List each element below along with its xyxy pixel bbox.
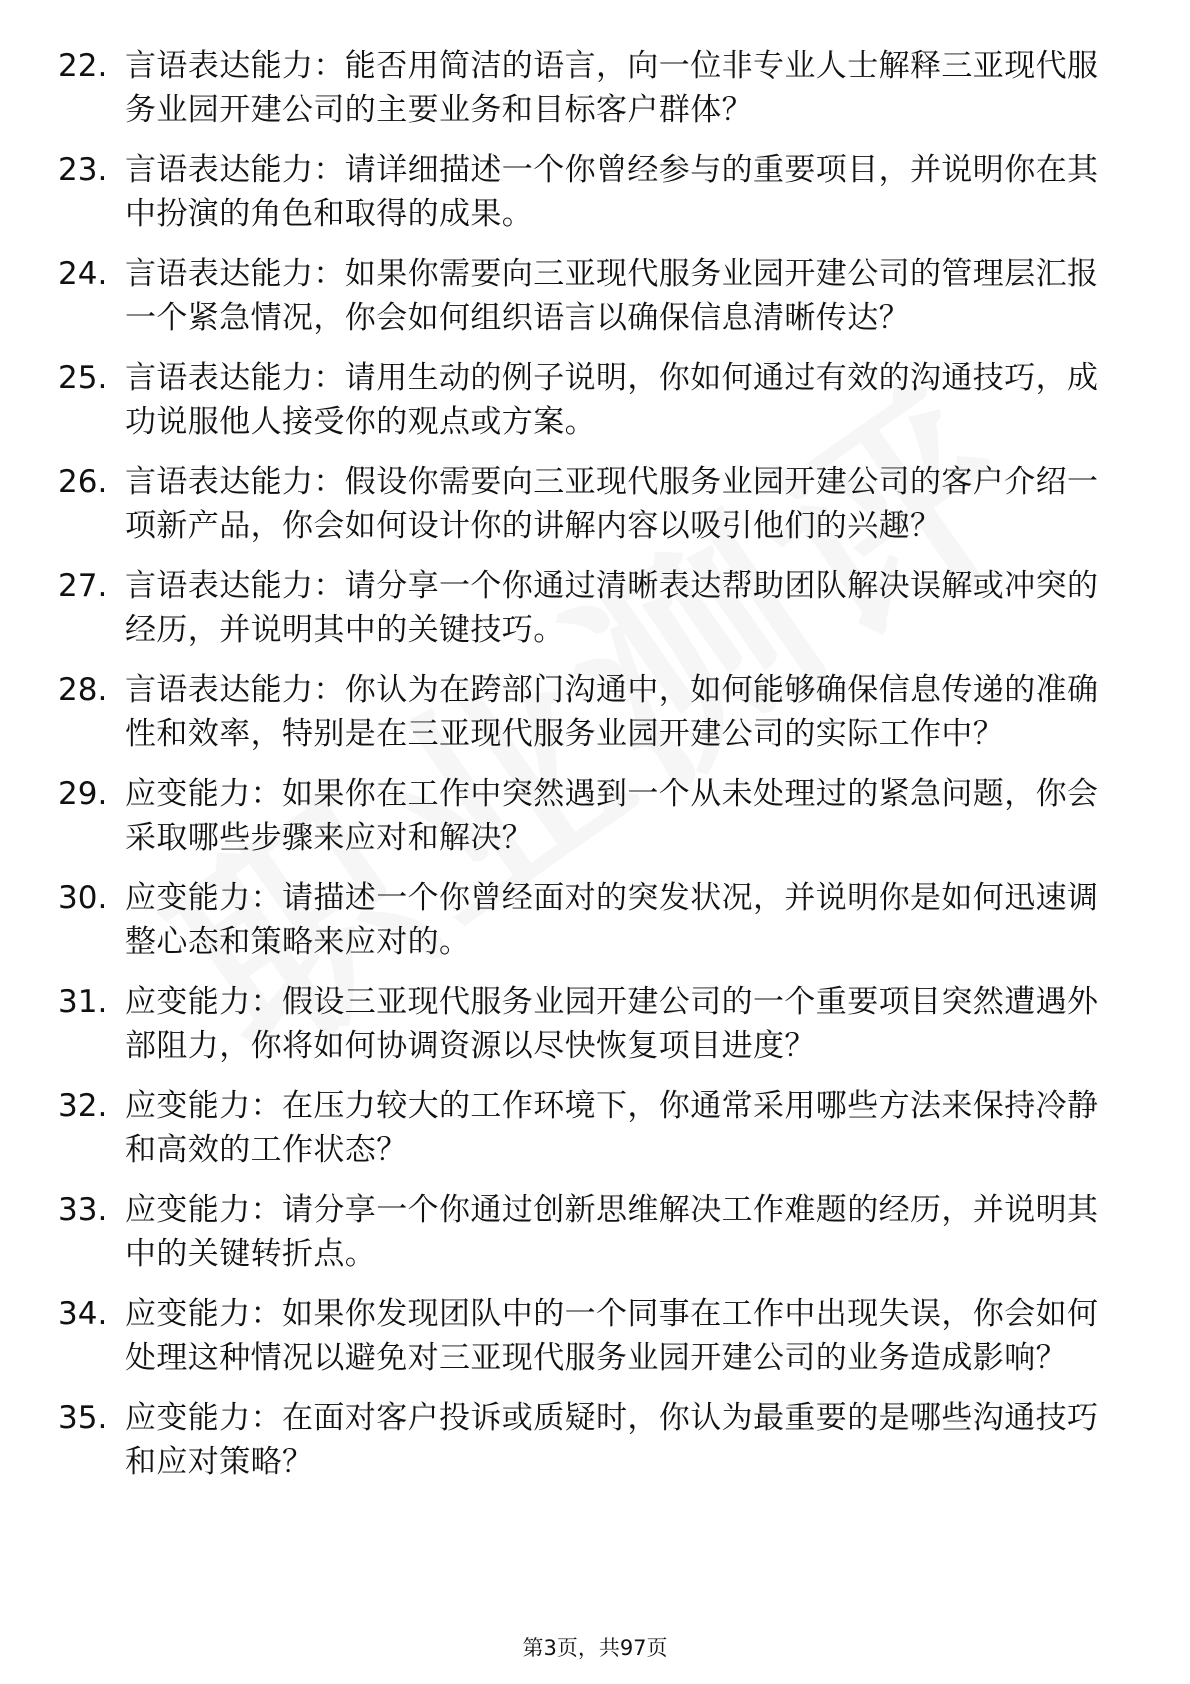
list-item xyxy=(58,356,1118,444)
question-number: 23. xyxy=(58,152,108,188)
question-number: 29. xyxy=(58,776,108,812)
list-item xyxy=(58,1292,1118,1380)
list-item xyxy=(58,44,1118,132)
question-number: 31. xyxy=(58,984,108,1020)
list-item xyxy=(58,980,1118,1068)
list-item xyxy=(58,876,1118,964)
question-number: 22. xyxy=(58,48,108,84)
question-text: 应变能力：在压力较大的工作环境下，你通常采用哪些方法来保持冷静和高效的工作状态？ xyxy=(125,1088,1099,1168)
question-text: 应变能力：在面对客户投诉或质疑时，你认为最重要的是哪些沟通技巧和应对策略？ xyxy=(125,1400,1099,1480)
list-item xyxy=(58,1188,1118,1276)
question-number: 25. xyxy=(58,360,108,396)
page-number-label: 第3页，共97页 xyxy=(522,1636,668,1660)
list-item xyxy=(58,1396,1118,1484)
list-item xyxy=(58,460,1118,548)
question-list xyxy=(58,44,1118,1500)
question-number: 26. xyxy=(58,464,108,500)
question-text: 言语表达能力：如果你需要向三亚现代服务业园开建公司的管理层汇报一个紧急情况，你会如何组织语言以确保信息清晰传达？ xyxy=(125,256,1099,336)
list-item xyxy=(58,668,1118,756)
question-number: 27. xyxy=(58,568,108,604)
question-number: 33. xyxy=(58,1192,108,1228)
question-number: 24. xyxy=(58,256,108,292)
list-item xyxy=(58,1084,1118,1172)
list-item xyxy=(58,148,1118,236)
list-item xyxy=(58,772,1118,860)
question-text: 言语表达能力：你认为在跨部门沟通中，如何能够确保信息传递的准确性和效率，特别是在三亚现代服务业园开建公司的实际工作中？ xyxy=(125,672,1099,752)
question-text: 应变能力：如果你发现团队中的一个同事在工作中出现失误，你会如何处理这种情况以避免对三亚现代服务业园开建公司的业务造成影响？ xyxy=(125,1296,1099,1376)
question-text: 言语表达能力：能否用简洁的语言，向一位非专业人士解释三亚现代服务业园开建公司的主要业务和目标客户群体？ xyxy=(125,48,1099,128)
list-item xyxy=(58,252,1118,340)
question-text: 应变能力：假设三亚现代服务业园开建公司的一个重要项目突然遭遇外部阻力，你将如何协调资源以尽快恢复项目进度？ xyxy=(125,984,1099,1064)
question-text: 言语表达能力：请用生动的例子说明，你如何通过有效的沟通技巧，成功说服他人接受你的观点或方案。 xyxy=(125,360,1099,440)
list-item xyxy=(58,564,1118,652)
question-text: 应变能力：请描述一个你曾经面对的突发状况，并说明你是如何迅速调整心态和策略来应对的。 xyxy=(125,880,1099,960)
question-number: 34. xyxy=(58,1296,108,1332)
question-text: 言语表达能力：请详细描述一个你曾经参与的重要项目，并说明你在其中扮演的角色和取得的成果。 xyxy=(125,152,1099,232)
question-text: 应变能力：请分享一个你通过创新思维解决工作难题的经历，并说明其中的关键转折点。 xyxy=(125,1192,1099,1272)
question-number: 35. xyxy=(58,1400,108,1436)
question-number: 28. xyxy=(58,672,108,708)
question-number: 32. xyxy=(58,1088,108,1124)
question-text: 言语表达能力：假设你需要向三亚现代服务业园开建公司的客户介绍一项新产品，你会如何设计你的讲解内容以吸引他们的兴趣？ xyxy=(125,464,1099,544)
question-number: 30. xyxy=(58,880,108,916)
page-footer xyxy=(0,1634,1190,1662)
question-text: 应变能力：如果你在工作中突然遇到一个从未处理过的紧急问题，你会采取哪些步骤来应对和解决？ xyxy=(125,776,1099,856)
question-text: 言语表达能力：请分享一个你通过清晰表达帮助团队解决误解或冲突的经历，并说明其中的关键技巧。 xyxy=(125,568,1099,648)
